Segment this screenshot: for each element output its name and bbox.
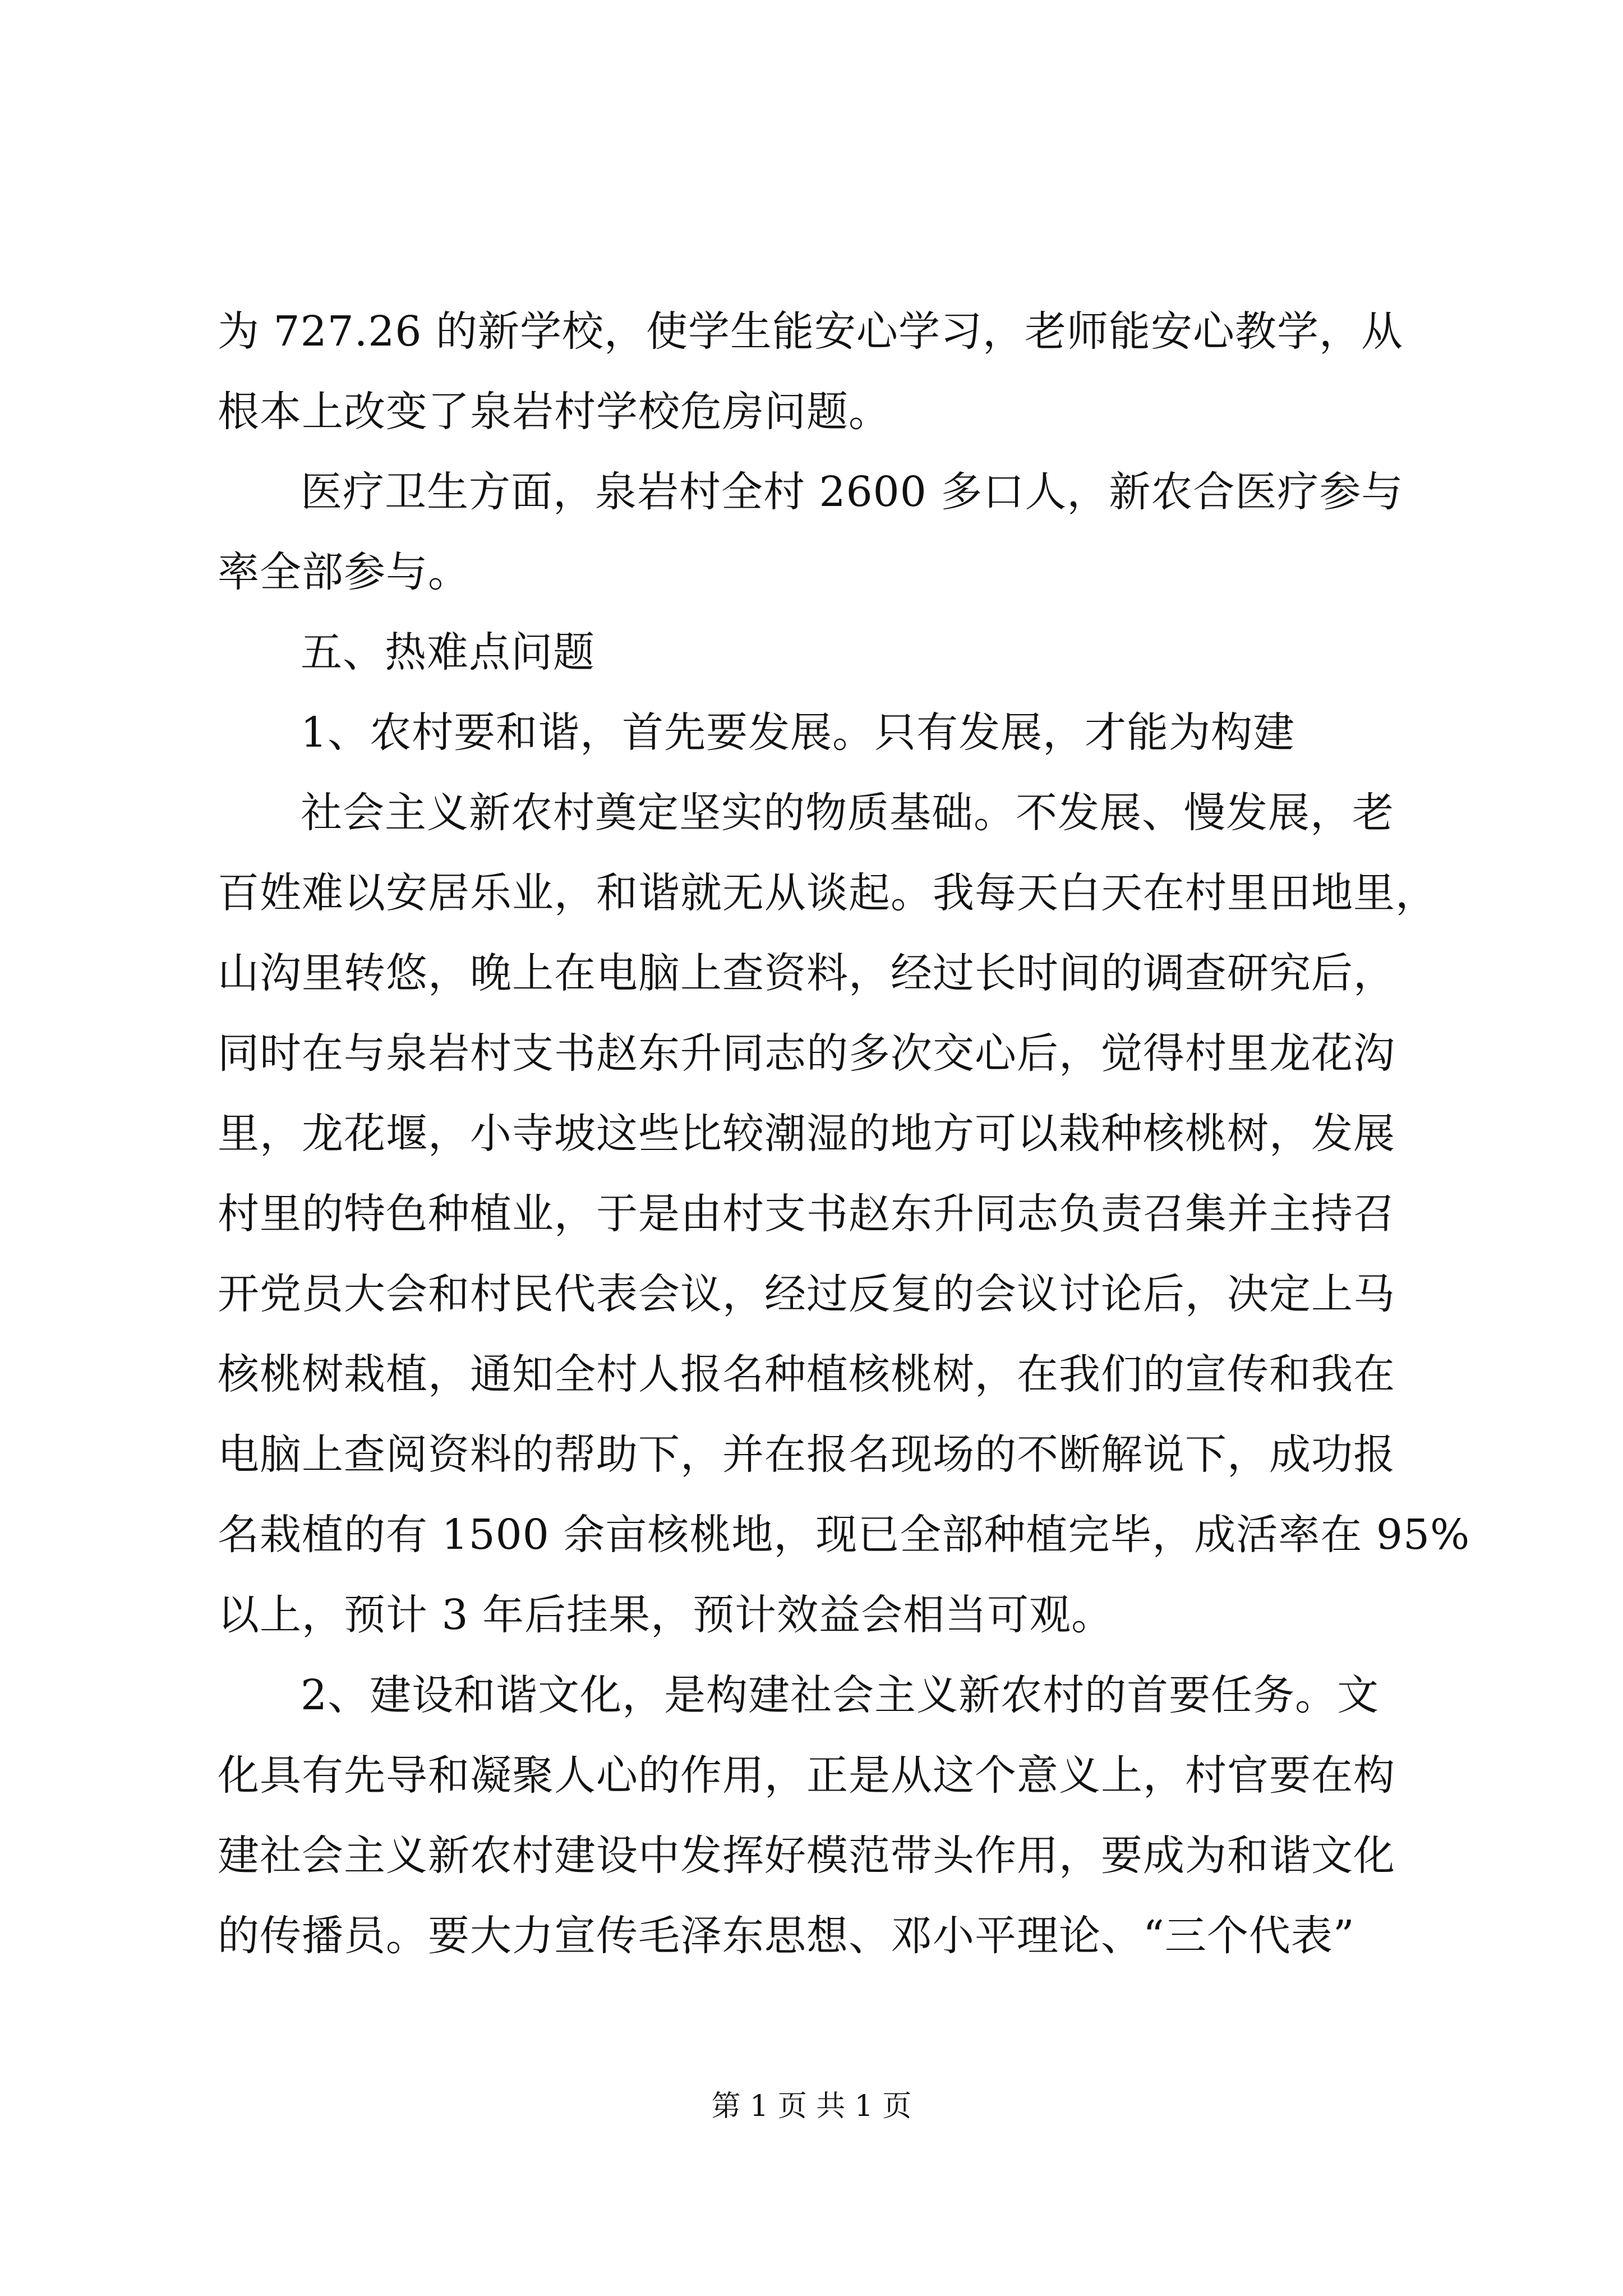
text-line: 同时在与泉岩村支书赵东升同志的多次交心后，觉得村里龙花沟 bbox=[218, 1029, 1395, 1078]
paragraph-school bbox=[218, 292, 1418, 452]
text-line: 根本上改变了泉岩村学校危房问题。 bbox=[218, 388, 891, 436]
text-line: 医疗卫生方面，泉岩村全村 2600 多口人，新农合医疗参与 bbox=[301, 468, 1404, 516]
text-line: 山沟里转悠，晚上在电脑上查资料，经过长时间的调查研究后， bbox=[218, 949, 1395, 997]
text-line: 村里的特色种植业，于是由村支书赵东升同志负责召集并主持召 bbox=[218, 1190, 1395, 1238]
text-line: 建社会主义新农村建设中发挥好模范带头作用，要成为和谐文化 bbox=[218, 1832, 1395, 1880]
text-line: 化具有先导和凝聚人心的作用，正是从这个意义上，村官要在构 bbox=[218, 1751, 1395, 1800]
text-line: 里，龙花堰，小寺坡这些比较潮湿的地方可以栽种核桃树，发展 bbox=[218, 1110, 1395, 1158]
text-line: 百姓难以安居乐业，和谐就无从谈起。我每天白天在村里田地里， bbox=[218, 869, 1437, 917]
section-heading bbox=[218, 613, 1418, 693]
text-line: 1、农村要和谐，首先要发展。只有发展，才能为构建 bbox=[301, 708, 1295, 757]
text-line: 电脑上查阅资料的帮助下，并在报名现场的不断解说下，成功报 bbox=[218, 1430, 1395, 1479]
text-line: 的传播员。要大力宣传毛泽东思想、邓小平理论、“三个代表” bbox=[218, 1912, 1355, 1960]
paragraph-item-1-intro bbox=[218, 693, 1418, 773]
text-line: 以上，预计 3 年后挂果，预计效益会相当可观。 bbox=[218, 1591, 1114, 1639]
paragraph-development bbox=[218, 773, 1470, 1655]
paragraph-medical bbox=[218, 452, 1418, 613]
text-line: 核桃树栽植，通知全村人报名种植核桃树，在我们的宣传和我在 bbox=[218, 1350, 1395, 1398]
text-line: 2、建设和谐文化，是构建社会主义新农村的首要任务。文 bbox=[301, 1671, 1380, 1719]
text-line: 开党员大会和村民代表会议，经过反复的会议讨论后，决定上马 bbox=[218, 1270, 1395, 1318]
text-line: 五、热难点问题 bbox=[301, 628, 595, 677]
text-line: 名栽植的有 1500 余亩核桃地，现已全部种植完毕，成活率在 95% bbox=[218, 1511, 1470, 1559]
text-line: 社会主义新农村奠定坚实的物质基础。不发展、慢发展，老 bbox=[301, 789, 1394, 837]
paragraph-item-2-culture bbox=[218, 1655, 1418, 1976]
body-text bbox=[218, 292, 1470, 1976]
text-line: 为 727.26 的新学校，使学生能安心学习，老师能安心教学，从 bbox=[218, 307, 1403, 356]
page-footer: 第 1 页 共 1 页 bbox=[711, 2090, 912, 2123]
text-line: 率全部参与。 bbox=[218, 548, 470, 596]
